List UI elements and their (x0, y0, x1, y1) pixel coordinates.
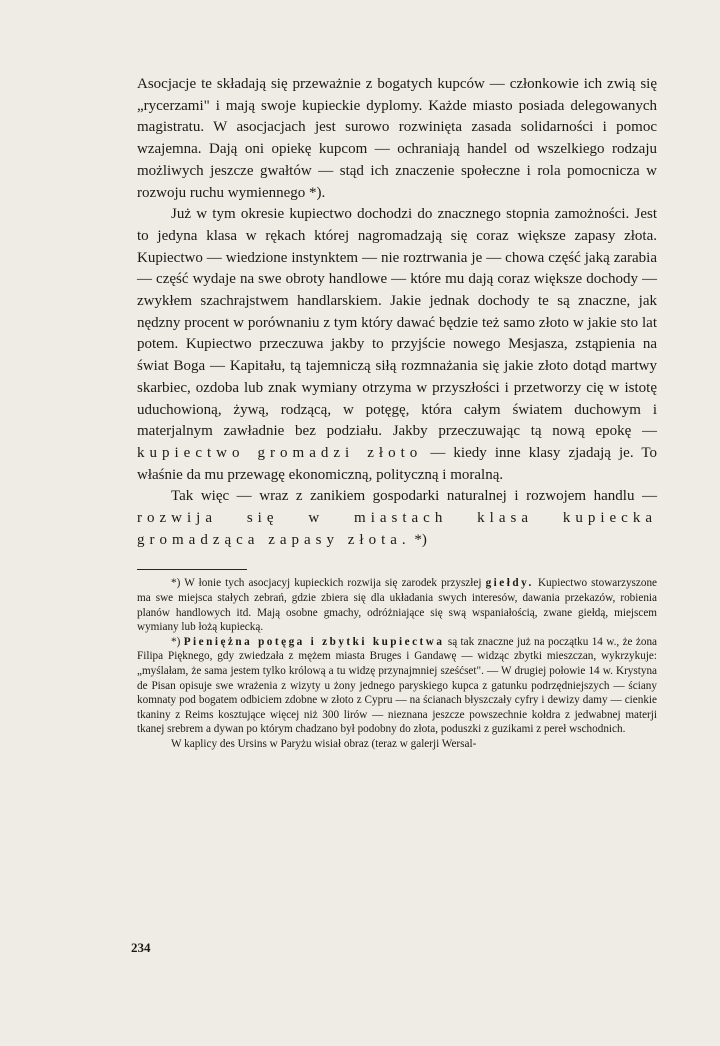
page-number: 234 (131, 940, 151, 955)
footnote-2-spaced-emphasis: Pieniężna potęga i zbytki kupiectwa (183, 635, 445, 648)
footnote-1-text-b: Kupiectwo stowarzyszone ma swe miejsca stałych zebrań, gdzie zbiera się dla układania swych interesów, dawania przekazów, robienia planów handlowych itd. Mają osobne gmachy, odróżniające się swą wspaniałością, zwane giełdą, miejscem wymiany lub łożą kupiecką. (137, 577, 658, 634)
footnote-1-spaced-emphasis: giełdy. (485, 577, 534, 590)
footnote-2-text: są tak znaczne już na początku 14 w., że żona Filipa Pięknego, gdy zwiedzała z mężem miasta Bruges i Gandawę — widząc zbytki mieszczan, wykrzykuje: „myślałam, że sama jestem tylko królową a tu widzę przynajmniej sześćset". — W drugiej połowie 14 w. Krystyna de Pisan opisuje swe wrażenia z wizyty u żony jednego paryskiego kupca z gatunku podrzędniejszych — ściany komnaty pod bogatem odbiciem zdobne w złoto z Cypru — na ścianach błyszczały cyfry i dewizy damy — cienkie tkaniny z Reims kosztujące więcej niż 300 lirów — nieznana jeszcze powszechnie kołdra z jedwabnej materji tkanej srebrem a dywan po którym chadzano był podobny do złota, poduszki z guzikami z pereł wschodnich. (137, 635, 658, 736)
text-block (137, 74, 657, 752)
paragraph-2-text-a: Już w tym okresie kupiectwo dochodzi do znacznego stopnia zamożności. Jest to jedyna klasa w rękach której nagromadzają się coraz większe zapasy złota. Kupiectwo — wiedzione instynktem — nie roztrwania je — chowa część jaką zarabia — część wydaje na swe obroty handlowe — które mu dają coraz większe dochody — zwykłem szachrajstwem handlarskiem. Jakie jednak dochody te są znaczne, jak nędzny procent w porównaniu z tym który dawać będzie też samo złoto w jakie sto lat potem. Kupiectwo przeczuwa jakby to przyjście nowego Mesjasza, zstąpienia na świat Boga — Kapitału, tą tajemniczą siłą rozmnażania się jakie złoto dotąd martwy skarbiec, ozdoba lub znak wymiany otrzyma w przyszłości i przetworzy cię w istotę uduchowioną, żywą, rodzącą, w potęgę, która całym światem duchowym i materjalnym zawładnie bez podziału. Jakby przeczuwając tą nową epokę — (137, 206, 657, 440)
footnote-3 (137, 737, 657, 752)
footnote-3-text: W kaplicy des Ursins w Paryżu wisiał obraz (teraz w galerji Wersal- (171, 738, 477, 750)
footnotes (137, 576, 657, 751)
footnote-divider (137, 569, 247, 570)
paragraph-3-spaced-emphasis: rozwija się w miastach klasa kupiecka gromadząca zapasy złota. (137, 510, 657, 548)
paragraph-1-text: Asocjacje te składają się przeważnie z bogatych kupców — członkowie ich zwią się „rycerzami" i mają swoje kupieckie dyplomy. Każde miasto posiada delegowanych magistratu. W asocjacjach jest surowo rozwinięta zasada solidarności i pomoc wzajemna. Dają oni opiekę kupcom — ochraniają handel od wszelkiego rodzaju możliwych jeszcze gwałtów — stąd ich znaczenie społeczne i rola pomocnicza w rozwoju ruchu wymiennego *). (137, 76, 657, 201)
paragraph-2-text-b: — kiedy inne klasy zjadają je. To właśnie da mu przewagę ekonomiczną, polityczną i moralną. (137, 444, 658, 483)
footnote-1-text-a: *) W łonie tych asocjacyj kupieckich rozwija się zarodek przyszłej (171, 577, 482, 590)
paragraph-3-footnote-mark: *) (414, 531, 427, 548)
paragraph-1 (137, 74, 657, 204)
paragraph-2-spaced-emphasis: kupiectwo gromadzi złoto (137, 444, 423, 461)
footnote-2-mark: *) (171, 635, 181, 648)
paragraph-3-text-a: Tak więc — wraz z zanikiem gospodarki naturalnej i rozwojem handlu — (171, 488, 657, 505)
paragraph-3 (137, 486, 657, 551)
main-text (137, 74, 657, 551)
paragraph-2 (137, 204, 657, 486)
footnote-2 (137, 635, 657, 737)
footnote-1 (137, 576, 657, 634)
